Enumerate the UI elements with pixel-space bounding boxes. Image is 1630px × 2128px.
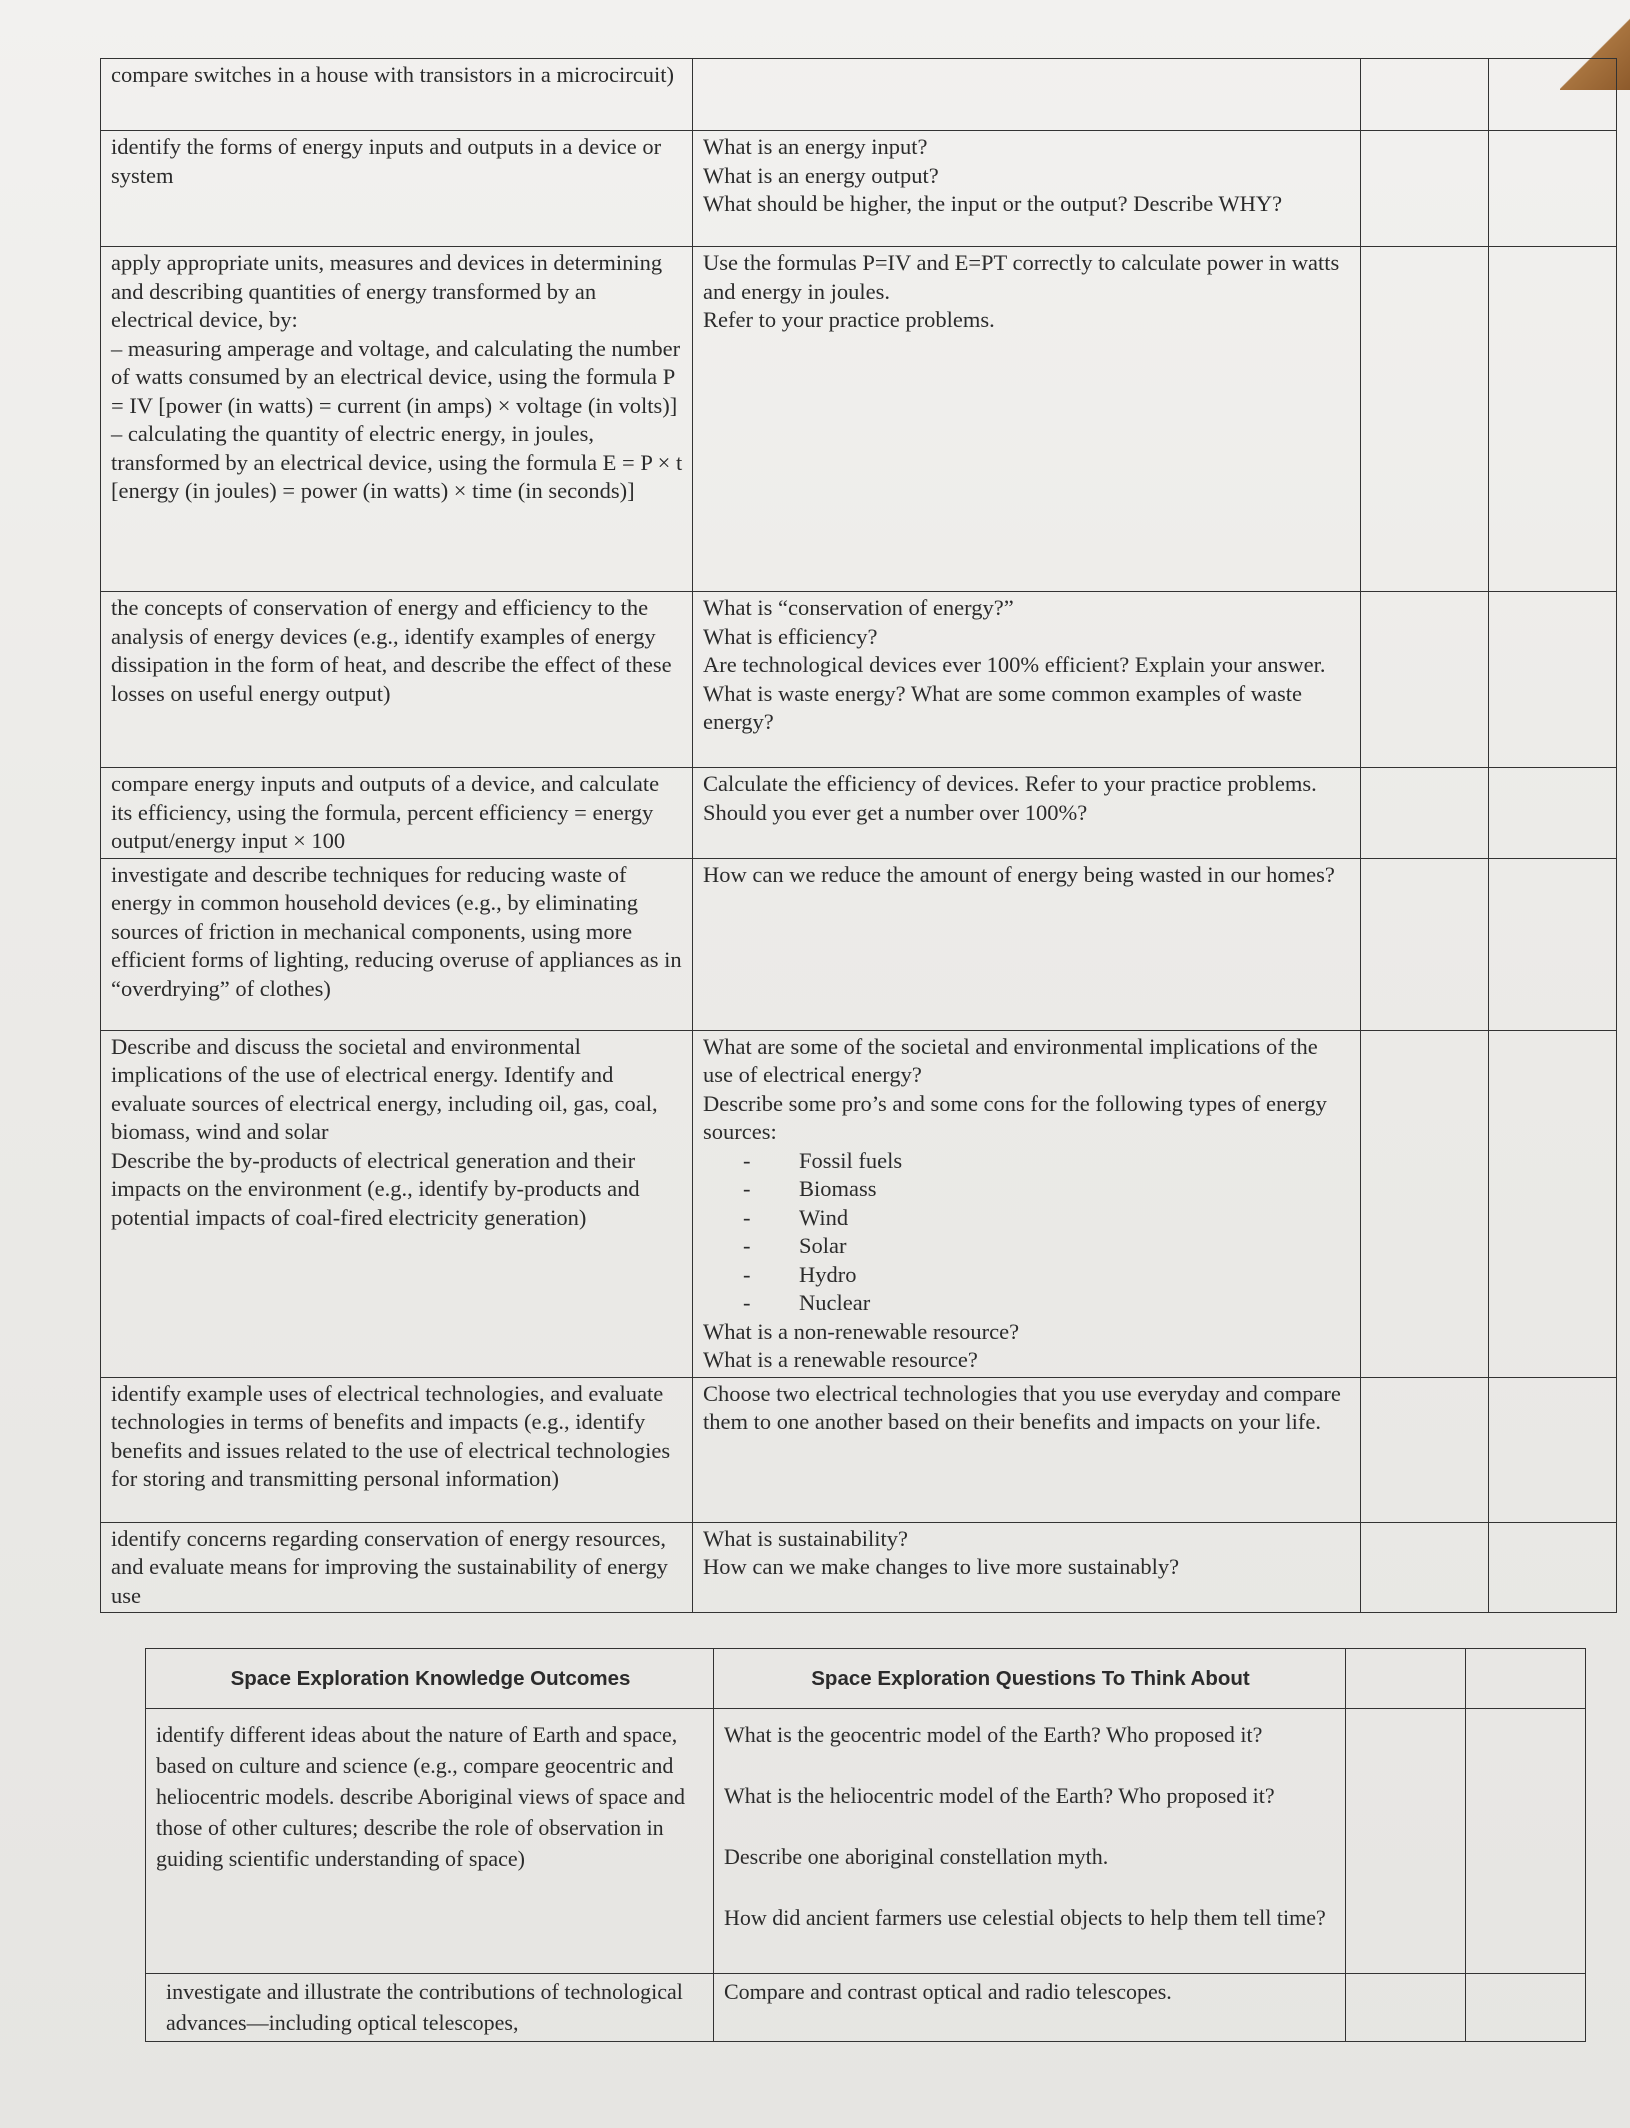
check-column-2[interactable] <box>1489 858 1617 1030</box>
outcome-cell: apply appropriate units, measures and devices in determining and describing quantities of energy transformed by an electrical device, by: – measuring amperage and voltage, and calculating the number of watts consumed by an electrical device, using the formula P = IV [power (in watts) = current (in amps) × voltage (in volts)] – calculating the quantity of electric energy, in joules, transformed by an electrical device, using the formula E = P × t [energy (in joules) = power (in watts) × time (in seconds)] <box>101 247 693 592</box>
outcome-cell: identify example uses of electrical technologies, and evaluate technologies in terms of benefits and impacts (e.g., identify benefits and issues related to the use of electrical technologies for storing and transmitting personal information) <box>101 1377 693 1522</box>
question-text: What is an energy output? <box>703 162 939 188</box>
outcome-cell: Describe and discuss the societal and environmental implications of the use of electrical energy. Identify and evaluate sources of electrical energy, including oil, gas, coal, biomass, wind and solar Describe the by-products of electrical generation and their impacts on the environment (e.g., identify by-products and potential impacts of coal-fired electricity generation) <box>101 1030 693 1377</box>
question-text: Use the formulas P=IV and E=PT correctly to calculate power in watts and energy in joules. <box>703 250 1340 304</box>
check-column-1[interactable] <box>1361 768 1489 859</box>
check-column-1[interactable] <box>1361 858 1489 1030</box>
check-column-1[interactable] <box>1346 1974 1466 2042</box>
question-text: Choose two electrical technologies that you use everyday and compare them to one another based on their benefits and impacts on your life. <box>703 1380 1341 1434</box>
questions-cell <box>693 1377 1361 1522</box>
check-column-2[interactable] <box>1489 1377 1617 1522</box>
check-column-1[interactable] <box>1361 59 1489 131</box>
check-column-2[interactable] <box>1489 247 1617 592</box>
check-column-1[interactable] <box>1361 247 1489 592</box>
check-column-1[interactable] <box>1361 1030 1489 1377</box>
questions-cell <box>693 131 1361 247</box>
question-text: What is efficiency? <box>703 623 878 649</box>
check-column-1[interactable] <box>1346 1649 1466 1709</box>
check-column-1[interactable] <box>1361 131 1489 247</box>
outcome-cell: compare switches in a house with transistors in a microcircuit) <box>101 59 693 131</box>
outcome-cell: identify concerns regarding conservation of energy resources, and evaluate means for improving the sustainability of energy use <box>101 1522 693 1613</box>
question-text: What is “conservation of energy?” <box>703 595 1014 620</box>
list-item: - Wind <box>743 1204 1352 1233</box>
questions-cell <box>714 1974 1346 2042</box>
outcome-cell: identify different ideas about the nature of Earth and space, based on culture and science (e.g., compare geocentric and heliocentric models. describe Aboriginal views of space and those of other cultures; describe the role of observation in guiding scientific understanding of space) <box>146 1709 714 1974</box>
question-text: How can we reduce the amount of energy being wasted in our homes? <box>703 861 1335 887</box>
question-text: Are technological devices ever 100% efficient? Explain your answer. <box>703 652 1326 677</box>
question-text: Describe some pro’s and some cons for the following types of energy sources: <box>703 1090 1327 1144</box>
outcome-cell: compare energy inputs and outputs of a device, and calculate its efficiency, using the formula, percent efficiency = energy output/energy input × 100 <box>101 768 693 859</box>
check-column-2[interactable] <box>1489 59 1617 131</box>
questions-cell <box>693 592 1361 768</box>
question-text: What is a renewable resource? <box>703 1347 978 1372</box>
question-text: What is waste energy? What are some common examples of waste energy? <box>703 680 1302 734</box>
question-text: What are some of the societal and environmental implications of the use of electrical energy? <box>703 1033 1318 1087</box>
energy-sources-list <box>703 1147 1352 1318</box>
question-text: What is an energy input? <box>703 134 928 159</box>
check-column-1[interactable] <box>1346 1709 1466 1974</box>
questions-cell <box>693 858 1361 1030</box>
check-column-2[interactable] <box>1489 131 1617 247</box>
check-column-2[interactable] <box>1466 1974 1586 2042</box>
questions-cell <box>693 768 1361 859</box>
questions-cell <box>714 1709 1346 1974</box>
space-outcomes-table <box>145 1648 1586 2042</box>
check-column-2[interactable] <box>1466 1649 1586 1709</box>
outcome-cell: identify the forms of energy inputs and outputs in a device or system <box>101 131 693 247</box>
check-column-2[interactable] <box>1489 768 1617 859</box>
question-text: Compare and contrast optical and radio telescopes. <box>724 1979 1172 2004</box>
questions-header: Space Exploration Questions To Think About <box>714 1649 1346 1709</box>
question-text: Refer to your practice problems. <box>703 307 995 332</box>
question-text: How can we make changes to live more sustainably? <box>703 1554 1180 1579</box>
question-text: What is a non-renewable resource? <box>703 1318 1020 1344</box>
questions-cell <box>693 59 1361 131</box>
check-column-1[interactable] <box>1361 592 1489 768</box>
outcome-cell: investigate and illustrate the contributions of technological advances—including optical telescopes, <box>146 1974 714 2042</box>
list-item: - Hydro <box>743 1261 1352 1290</box>
check-column-2[interactable] <box>1489 1030 1617 1377</box>
list-item: - Nuclear <box>743 1289 1352 1318</box>
outcomes-header: Space Exploration Knowledge Outcomes <box>146 1649 714 1709</box>
list-item: - Solar <box>743 1232 1352 1261</box>
questions-cell <box>693 1522 1361 1613</box>
check-column-2[interactable] <box>1489 1522 1617 1613</box>
outcome-cell: the concepts of conservation of energy and efficiency to the analysis of energy devices (e.g., identify examples of energy dissipation in the form of heat, and describe the effect of these losses on useful energy output) <box>101 592 693 768</box>
question-text: How did ancient farmers use celestial objects to help them tell time? <box>724 1905 1326 1930</box>
check-column-1[interactable] <box>1361 1522 1489 1613</box>
check-column-2[interactable] <box>1466 1709 1586 1974</box>
check-column-1[interactable] <box>1361 1377 1489 1522</box>
question-text: What is the geocentric model of the Earth? Who proposed it? <box>724 1722 1263 1747</box>
question-text: What should be higher, the input or the output? Describe WHY? <box>703 191 1283 216</box>
question-text: What is the heliocentric model of the Earth? Who proposed it? <box>724 1783 1275 1808</box>
list-item: - Biomass <box>743 1175 1352 1204</box>
energy-outcomes-table <box>100 58 1617 1613</box>
question-text: Describe one aboriginal constellation myth. <box>724 1844 1109 1869</box>
question-text: Should you ever get a number over 100%? <box>703 799 1088 825</box>
question-text: Calculate the efficiency of devices. Refer to your practice problems. <box>703 771 1317 796</box>
questions-cell <box>693 1030 1361 1377</box>
questions-cell <box>693 247 1361 592</box>
outcome-cell: investigate and describe techniques for reducing waste of energy in common household devices (e.g., by eliminating sources of friction in mechanical components, using more efficient forms of lighting, reducing overuse of appliances as in “overdrying” of clothes) <box>101 858 693 1030</box>
list-item: - Fossil fuels <box>743 1147 1352 1176</box>
check-column-2[interactable] <box>1489 592 1617 768</box>
question-text: What is sustainability? <box>703 1525 908 1551</box>
